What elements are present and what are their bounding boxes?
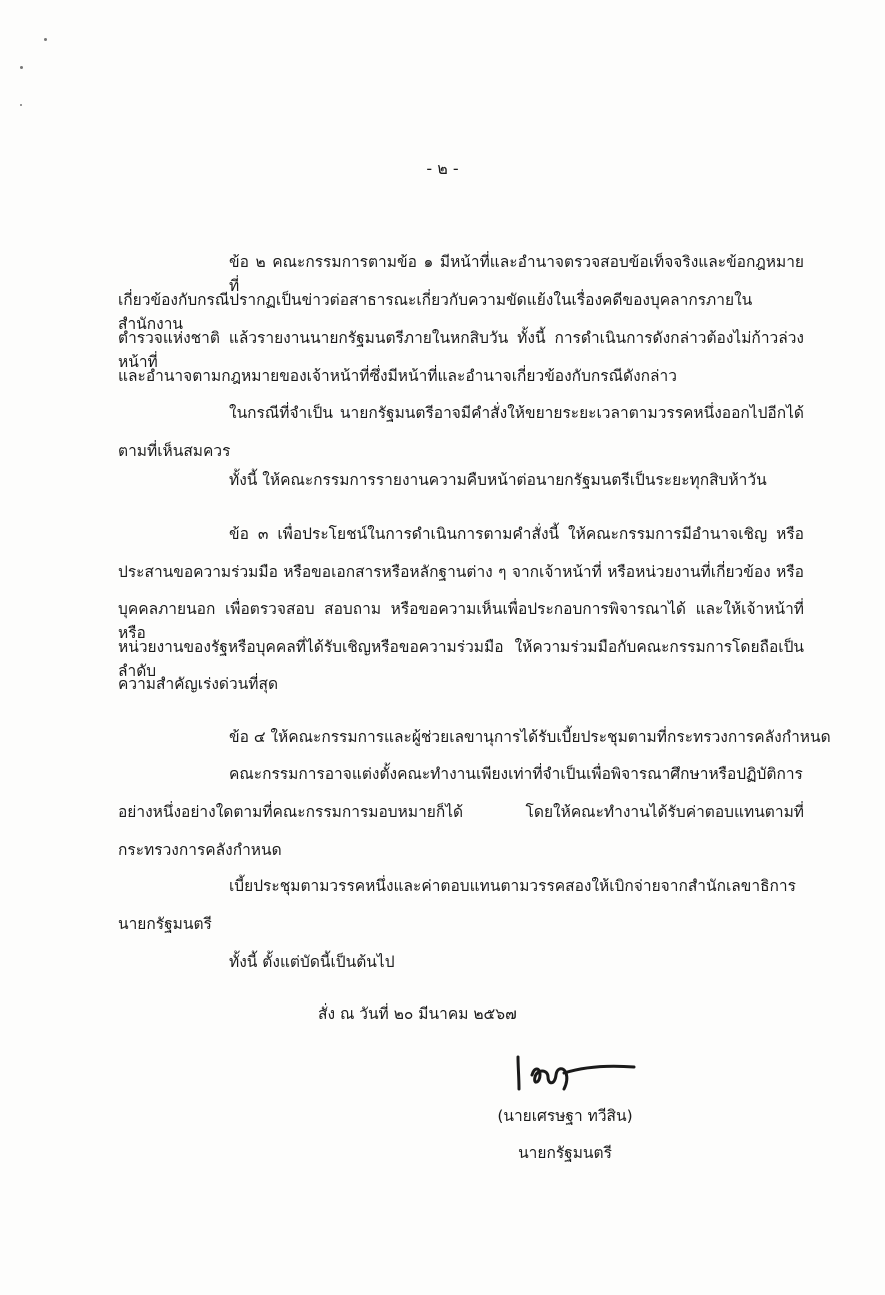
clause2-line-4: และอำนาจตามกฎหมายของเจ้าหน้าที่ซึ่งมีหน้าที่และอำนาจเกี่ยวข้องกับกรณีดังกล่าว — [118, 367, 677, 385]
funding-line-2: นายกรัฐมนตรี — [118, 915, 212, 933]
clause3-line-1: ข้อ ๓ เพื่อประโยชน์ในการดำเนินการตามคำสั่งนี้ ให้คณะกรรมการมีอำนาจเชิญ หรือ — [229, 525, 804, 543]
scan-speck — [20, 66, 23, 69]
working-group-line-1: คณะกรรมการอาจแต่งตั้งคณะทำงานเพียงเท่าที่จำเป็นเพื่อพิจารณาศึกษาหรือปฏิบัติการ — [229, 765, 803, 783]
clause2-line-2: เกี่ยวข้องกับกรณีปรากฏเป็นข่าวต่อสาธารณะเกี่ยวกับความขัดแย้งในเรื่องคดีของบุคลากรภายในสำนักงาน — [118, 291, 753, 333]
clause4-line: ข้อ ๔ ให้คณะกรรมการและผู้ช่วยเลขานุการได้รับเบี้ยประชุมตามที่กระทรวงการคลังกำหนด — [229, 728, 831, 746]
clause3-line-5: ความสำคัญเร่งด่วนที่สุด — [118, 675, 279, 693]
clause3-line-4: หน่วยงานของรัฐหรือบุคคลที่ได้รับเชิญหรือขอความร่วมมือ ให้ความร่วมมือกับคณะกรรมการโดยถือเป็นลำดับ — [118, 638, 804, 680]
order-date: สั่ง ณ วันที่ ๒๐ มีนาคม ๒๕๖๗ — [318, 1005, 517, 1023]
handwritten-signature — [508, 1045, 638, 1093]
signatory-position: นายกรัฐมนตรี — [518, 1144, 612, 1162]
signatory-name: (นายเศรษฐา ทวีสิน) — [497, 1107, 633, 1125]
clause3-line-3: บุคคลภายนอก เพื่อตรวจสอบ สอบถาม หรือขอความเห็นเพื่อประกอบการพิจารณาได้ และให้เจ้าหน้าที่หรือ — [118, 600, 804, 642]
report-line: ทั้งนี้ ให้คณะกรรมการรายงานความคืบหน้าต่อนายกรัฐมนตรีเป็นระยะทุกสิบห้าวัน — [229, 471, 767, 489]
funding-line-1: เบี้ยประชุมตามวรรคหนึ่งและค่าตอบแทนตามวรรคสองให้เบิกจ่ายจากสำนักเลขาธิการ — [229, 877, 796, 895]
working-group-line-2: อย่างหนึ่งอย่างใดตามที่คณะกรรมการมอบหมายก็ได้ โดยให้คณะทำงานได้รับค่าตอบแทนตามที่ — [118, 803, 804, 821]
clause2-line-1: ข้อ ๒ คณะกรรมการตามข้อ ๑ มีหน้าที่และอำนาจตรวจสอบข้อเท็จจริงและข้อกฎหมายที่ — [229, 253, 804, 295]
working-group-line-3: กระทรวงการคลังกำหนด — [118, 841, 282, 859]
scan-speck — [44, 38, 47, 41]
clause3-line-2: ประสานขอความร่วมมือ หรือขอเอกสารหรือหลักฐานต่าง ๆ จากเจ้าหน้าที่ หรือหน่วยงานที่เกี่ยวข้อง หรือ — [118, 563, 804, 581]
extension-line-2: ตามที่เห็นสมควร — [118, 442, 231, 460]
effective-line: ทั้งนี้ ตั้งแต่บัดนี้เป็นต้นไป — [229, 953, 395, 971]
clause2-line-3: ตำรวจแห่งชาติ แล้วรายงานนายกรัฐมนตรีภายในหกสิบวัน ทั้งนี้ การดำเนินการดังกล่าวต้องไม่ก้าวล่วงหน้าที่ — [118, 329, 804, 371]
extension-line-1: ในกรณีที่จำเป็น นายกรัฐมนตรีอาจมีคำสั่งให้ขยายระยะเวลาตามวรรคหนึ่งออกไปอีกได้ — [229, 404, 804, 422]
page-number: - ๒ - — [426, 159, 459, 178]
scan-speck — [20, 104, 22, 106]
